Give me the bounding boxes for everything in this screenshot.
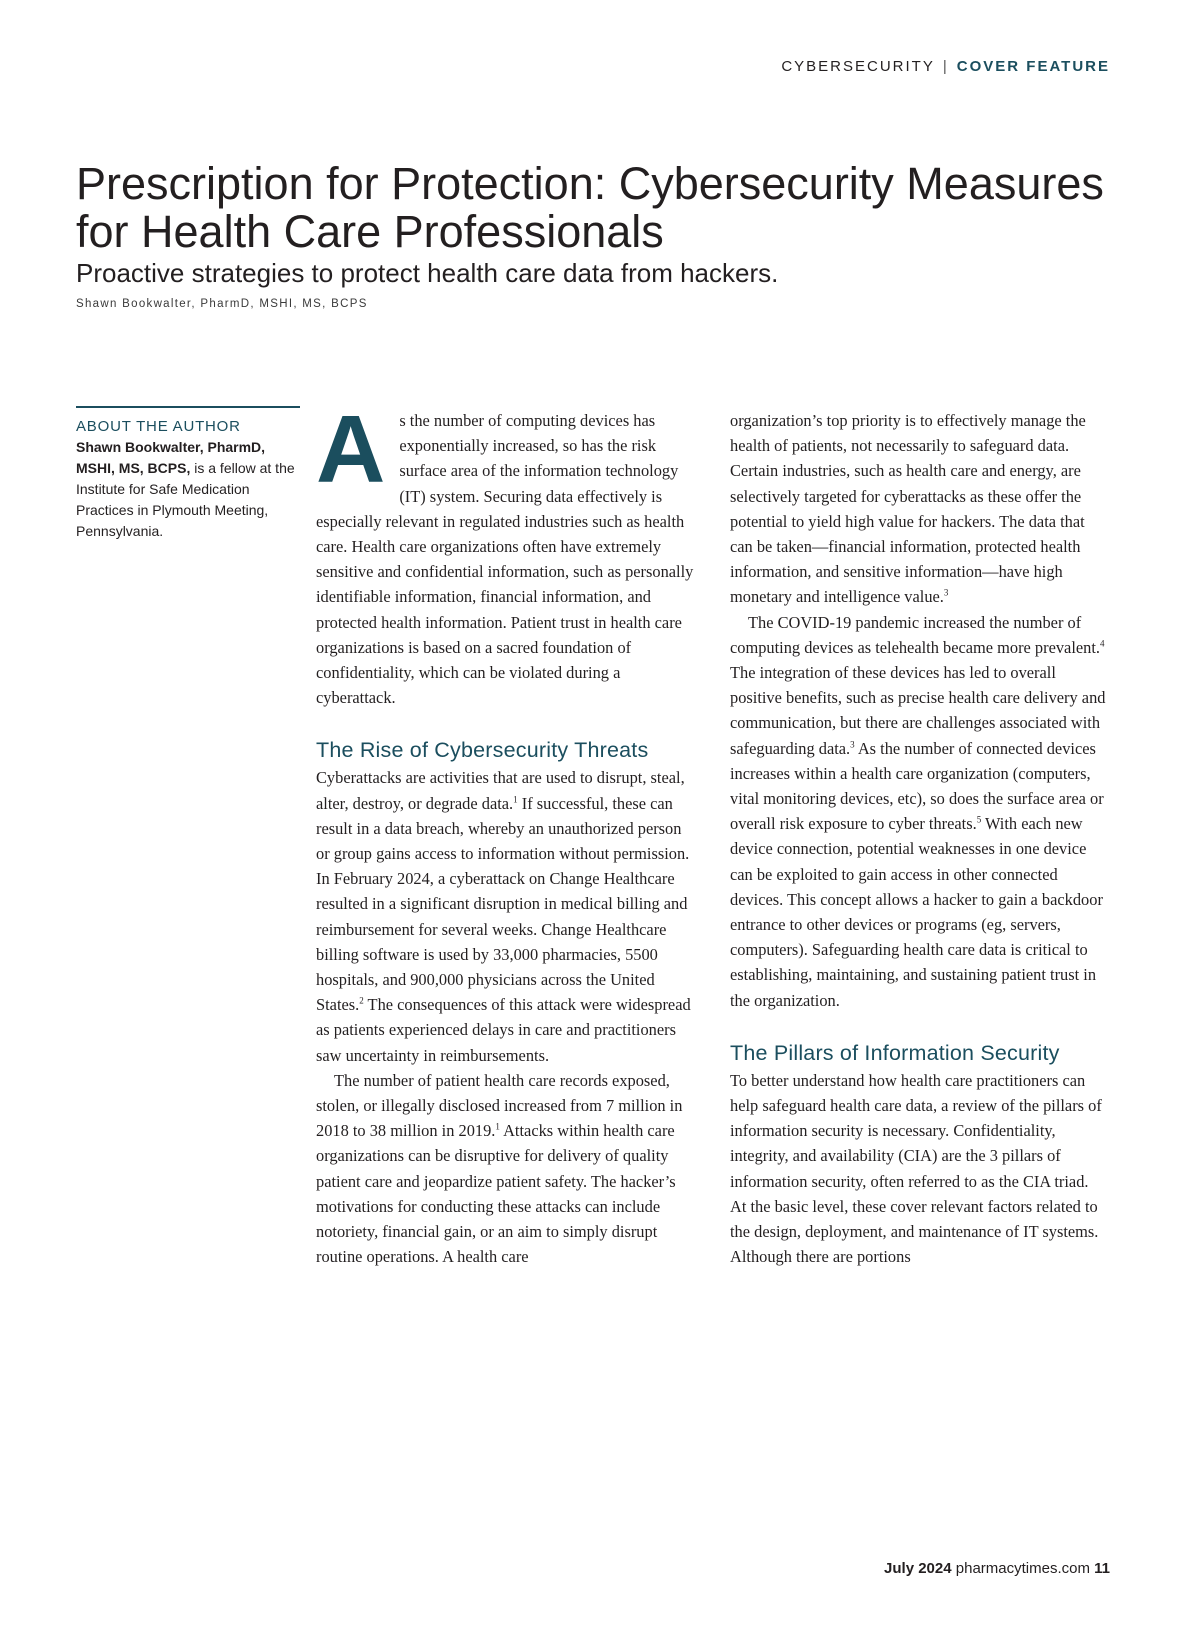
section-heading-rise-of-threats: The Rise of Cybersecurity Threats bbox=[316, 738, 649, 763]
intro-text: s the number of computing devices has exponentially increased, so has the risk surface area of the information technology (IT) system. Securing data effectively is especially relevant in regulated industries such as health care. Health care organizations often have extremely sensitive and confidential information, such as personally identifiable information, financial information, and protected health information. Patient trust in health care organizations is based on a sacred foundation of confidentiality, which can be violated during a cyberattack. bbox=[316, 411, 694, 708]
article-byline: Shawn Bookwalter, PharmD, MSHI, MS, BCPS bbox=[76, 298, 368, 310]
section-label: CYBERSECURITY bbox=[781, 58, 935, 75]
about-author-text bbox=[76, 437, 300, 542]
page-footer bbox=[884, 1560, 1110, 1577]
feature-label: COVER FEATURE bbox=[956, 58, 1110, 75]
reference-marker: 3 bbox=[943, 587, 949, 598]
body-paragraph: To better understand how health care practitioners can help safeguard health care data, a review of the pillars of information security is necessary. Confidentiality, integrity, and availability (CIA) are the 3 pillars of information security, often referred to as the CIA triad. At the basic level, these cover relevant factors related to the design, deployment, and maintenance of IT systems. Although there are portions bbox=[730, 1070, 1102, 1267]
text-run: As the number of connected devices increases within a health care organization (computers, vital monitoring devices, etc), so does the surface area or overall risk exposure to cyber threats. bbox=[730, 738, 1104, 834]
text-run: With each new device connection, potential weaknesses in one device can be exploited to gain access in other connected devices. This concept allows a hacker to gain a backdoor entrance to other devices or programs (eg, servers, computers). Safeguarding health care data is critical to establishing, maintaining, and sustaining patient trust in the organization. bbox=[730, 814, 1103, 1010]
section-kicker bbox=[781, 58, 1110, 75]
reference-marker: 4 bbox=[1100, 638, 1105, 649]
body-paragraph bbox=[316, 765, 694, 1067]
text-run: If successful, these can result in a data breach, whereby an unauthorized person or group gains access to information without permission. In February 2024, a cyberattack on Change Healthcare resulted in a significant disruption in medical billing and reimbursement for several weeks. Change Healthcare billing software is used by 33,000 pharmacies, 5500 hospitals, and 900,000 physicians across the United States. bbox=[316, 793, 690, 1015]
section-heading-pillars: The Pillars of Information Security bbox=[730, 1040, 1060, 1065]
about-the-author-box bbox=[76, 406, 300, 542]
author-bio: is a fellow at the Institute for Safe Medication Practices in Plymouth Meeting, Pennsylvania. bbox=[76, 460, 295, 539]
drop-cap: A bbox=[316, 396, 386, 503]
author-name: Shawn Bookwalter, PharmD, MSHI, MS, BCPS, bbox=[76, 439, 266, 476]
article-subtitle: Proactive strategies to protect health care data from hackers. bbox=[76, 258, 779, 288]
reference-marker: 2 bbox=[359, 995, 364, 1006]
about-author-label: ABOUT THE AUTHOR bbox=[76, 418, 241, 435]
reference-marker: 1 bbox=[513, 794, 518, 805]
text-run: The number of patient health care records exposed, stolen, or illegally disclosed increased from 7 million in 2018 to 38 million in 2019. bbox=[316, 1070, 683, 1141]
text-run: The consequences of this attack were widespread as patients experienced delays in care and practitioners saw uncertainty in reimbursements. bbox=[316, 995, 691, 1065]
kicker-separator: | bbox=[942, 58, 949, 75]
reference-marker: 3 bbox=[850, 739, 855, 750]
text-run: Cyberattacks are activities that are used to disrupt, steal, alter, destroy, or degrade data. bbox=[316, 768, 685, 813]
site-url: pharmacytimes.com bbox=[955, 1560, 1090, 1577]
reference-marker: 5 bbox=[976, 814, 982, 825]
body-paragraph bbox=[316, 1068, 694, 1270]
issue-date: July 2024 bbox=[884, 1560, 952, 1577]
reference-marker: 1 bbox=[495, 1121, 500, 1132]
text-run: The integration of these devices has led to overall positive benefits, such as precise health care delivery and communication, but there are challenges associated with safeguarding data. bbox=[730, 663, 1106, 758]
text-run: The COVID-19 pandemic increased the number of computing devices as telehealth became more prevalent. bbox=[730, 612, 1100, 657]
text-run: Attacks within health care organizations can be disruptive for delivery of quality patient care and jeopardize patient safety. The hacker’s motivations for conducting these attacks can include notoriety, financial gain, or an aim to simply disrupt routine operations. A health care bbox=[316, 1121, 676, 1267]
body-column-1 bbox=[316, 396, 694, 1270]
article-title: Prescription for Protection: Cybersecurity Measures for Health Care Professionals bbox=[76, 158, 1104, 257]
intro-paragraph bbox=[316, 396, 694, 710]
page-number: 11 bbox=[1094, 1560, 1110, 1577]
text-run: organization’s top priority is to effectively manage the health of patients, not necessarily to safeguard data. Certain industries, such as health care and energy, are selectively targeted for cyberattacks as these offer the potential to yield high value for hackers. The data that can be taken—financial information, protected health information, and sensitive information—have high monetary and intelligence value. bbox=[730, 411, 1086, 607]
body-column-2 bbox=[730, 408, 1108, 1270]
body-paragraph bbox=[730, 408, 1108, 610]
body-paragraph bbox=[730, 610, 1108, 1013]
